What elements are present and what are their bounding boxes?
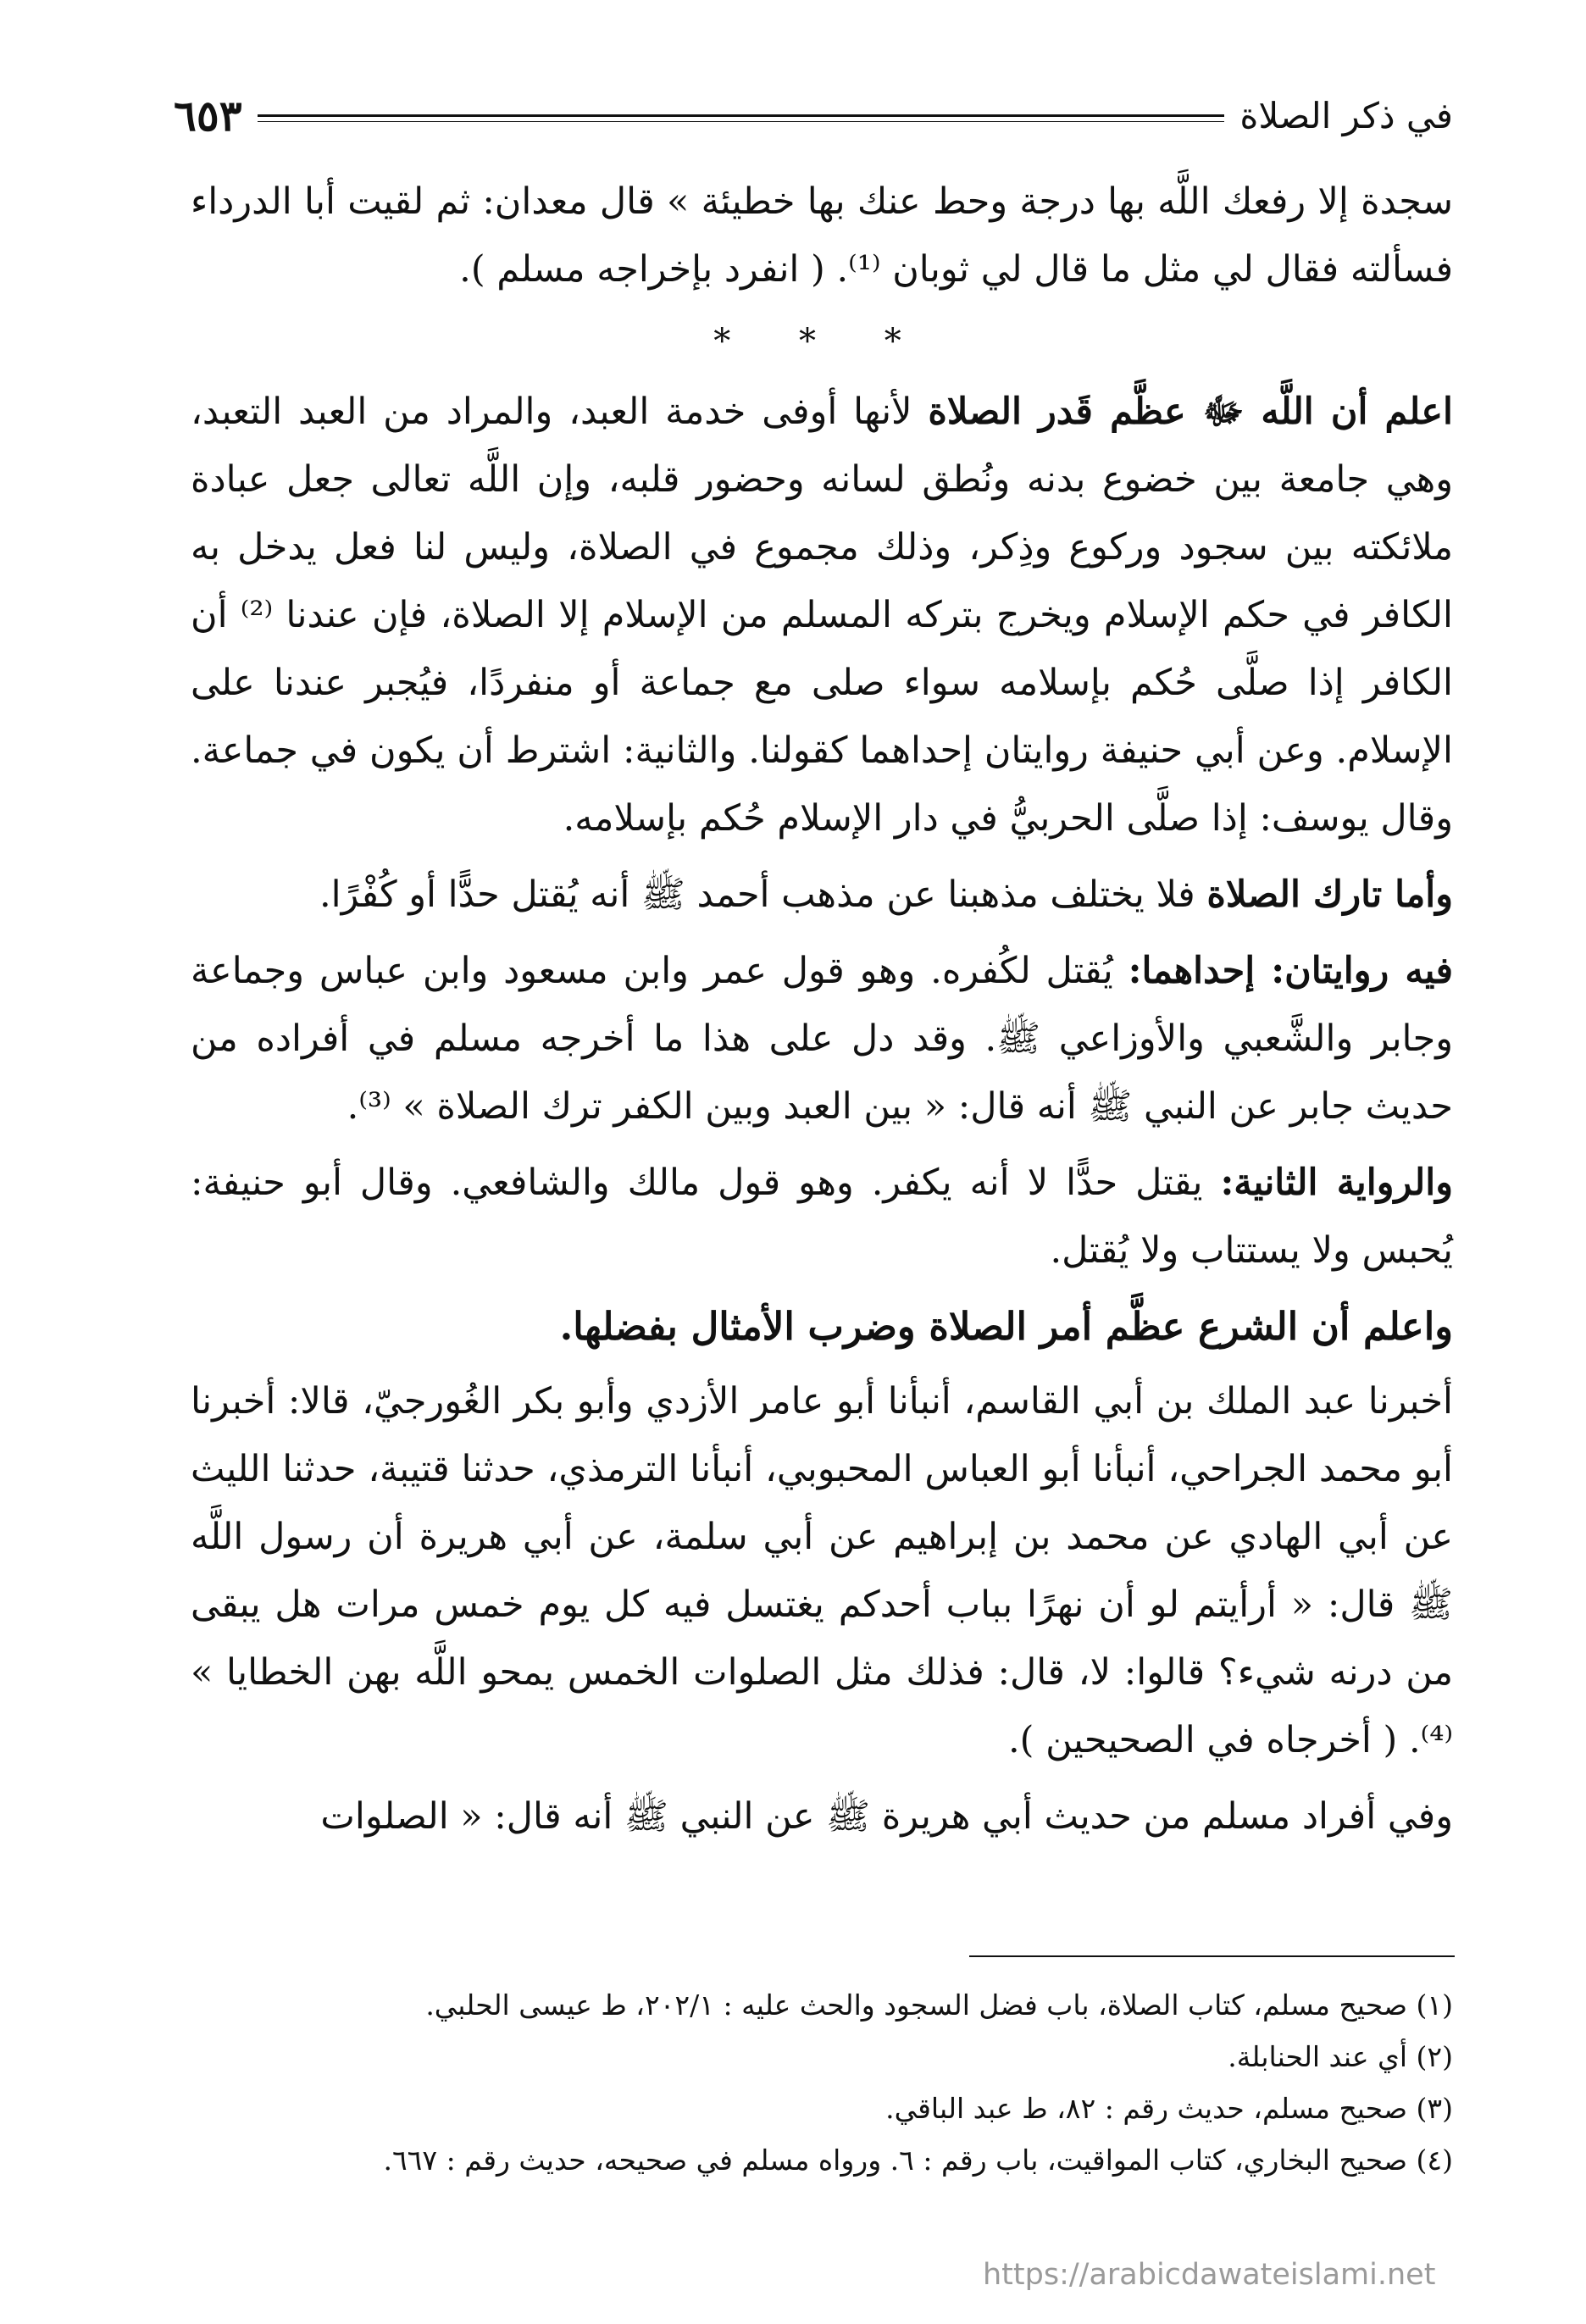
- watermark-url: https://arabicdawateislami.net: [983, 2258, 1436, 2292]
- paragraph-text: يُقتل لكُفره. وهو قول عمر وابن مسعود وابن عباس وجماعة وجابر والشَّعبي والأوزاعي ﷺ. وقد دل على هذا ما أخرجه مسلم في أفراده من حديث جابر عن النبي ﷺ أنه قال: « بين العبد وبين الكفر ترك الصلاة » ⁽³⁾.: [191, 950, 1453, 1128]
- section-heading: واعلم أن الشرع عظَّم أمر الصلاة وضرب الأمثال بفضلها.: [559, 1304, 1453, 1349]
- header-rule: [258, 114, 1225, 122]
- footnote-separator: [969, 1955, 1455, 1957]
- paragraph-hadith-river: أخبرنا عبد الملك بن أبي القاسم، أنبأنا أبو عامر الأزدي وأبو بكر الغُورجيّ، قالا: أخبرنا أبو محمد الجراحي، أنبأنا أبو العباس المحبوبي، أنبأنا الترمذي، حدثنا قتيبة، حدثنا الليث عن أبي الهادي عن محمد بن إبراهيم عن أبي سلمة، عن أبي هريرة أن رسول اللَّه ﷺ قال: « أرأيتم لو أن نهرًا بباب أحدكم يغتسل فيه كل يوم خمس مرات هل يبقى من درنه شيء؟ قالوا: لا، قال: فذلك مثل الصلوات الخمس يمحو اللَّه بهن الخطايا » ⁽⁴⁾. ( أخرجاه في الصحيحين ).: [191, 1380, 1453, 1761]
- footnote-4: (٤) صحيح البخاري، كتاب المواقيت، باب رقم : ٦. ورواه مسلم في صحيحه، حديث رقم : ٦٦٧.: [383, 2144, 1453, 2177]
- footnotes: [191, 1979, 1453, 2186]
- lead-phrase: والرواية الثانية:: [1220, 1162, 1453, 1204]
- section-separator: * * *: [713, 322, 930, 361]
- paragraph-salat-importance: [191, 378, 1453, 852]
- paragraph-first-narration: [191, 937, 1453, 1140]
- page-number: ٦٥٣: [174, 90, 242, 141]
- running-header: [174, 81, 1453, 149]
- footnote-2: (٢) أي عند الحنابلة.: [1228, 2040, 1453, 2073]
- paragraph-second-narration: [191, 1149, 1453, 1284]
- lead-phrase: فيه روايتان: إحداهما:: [1128, 950, 1453, 992]
- main-text: [191, 168, 1453, 1859]
- chapter-title: في ذكر الصلاة: [1239, 94, 1453, 136]
- lead-phrase: اعلم أن اللَّه ﷻ عظَّم قَدر الصلاة: [928, 391, 1453, 433]
- paragraph-text: فلا يختلف مذهبنا عن مذهب أحمد ﷺ أنه يُقتل حدًّا أو كُفْرًا.: [319, 874, 1207, 916]
- paragraph-continuation: سجدة إلا رفعك اللَّه بها درجة وحط عنك بها خطيئة » قال معدان: ثم لقيت أبا الدرداء فسألته فقال لي مثل ما قال لي ثوبان ⁽¹⁾. ( انفرد بإخراجه مسلم ).: [191, 180, 1453, 291]
- footnote-3: (٣) صحيح مسلم، حديث رقم : ٨٢، ط عبد الباقي.: [885, 2092, 1453, 2125]
- footnote-1: (١) صحيح مسلم، كتاب الصلاة، باب فضل السجود والحث عليه : ٢٠٢/١، ط عيسى الحلبي.: [425, 1988, 1453, 2022]
- paragraph-text: لأنها أوفى خدمة العبد، والمراد من العبد التعبد، وهي جامعة بين خضوع بدنه ونُطق لسانه وحضور قلبه، وإن اللَّه تعالى جعل عبادة ملائكته بين سجود وركوع وذِكر، وذلك مجموع في الصلاة، وليس لنا فعل يدخل به الكافر في حكم الإسلام ويخرج بتركه المسلم من الإسلام إلا الصلاة، فإن عندنا ⁽²⁾ أن الكافر إذا صلَّى حُكم بإسلامه سواء صلى مع جماعة أو منفردًا، فيُجبر عندنا على الإسلام. وعن أبي حنيفة روايتان إحداهما كقولنا. والثانية: اشترط أن يكون في جماعة. وقال يوسف: إذا صلَّى الحربيُّ في دار الإسلام حُكم بإسلامه.: [191, 391, 1453, 840]
- paragraph-abandoner: [191, 861, 1453, 929]
- paragraph-text: يقتل حدًّا لا أنه يكفر. وهو قول مالك والشافعي. وقال أبو حنيفة: يُحبس ولا يستتاب ولا يُقتل.: [191, 1162, 1453, 1272]
- paragraph-hadith-continues: وفي أفراد مسلم من حديث أبي هريرة ﷺ عن النبي ﷺ أنه قال: « الصلوات: [320, 1795, 1453, 1838]
- lead-phrase: وأما تارك الصلاة: [1206, 874, 1453, 916]
